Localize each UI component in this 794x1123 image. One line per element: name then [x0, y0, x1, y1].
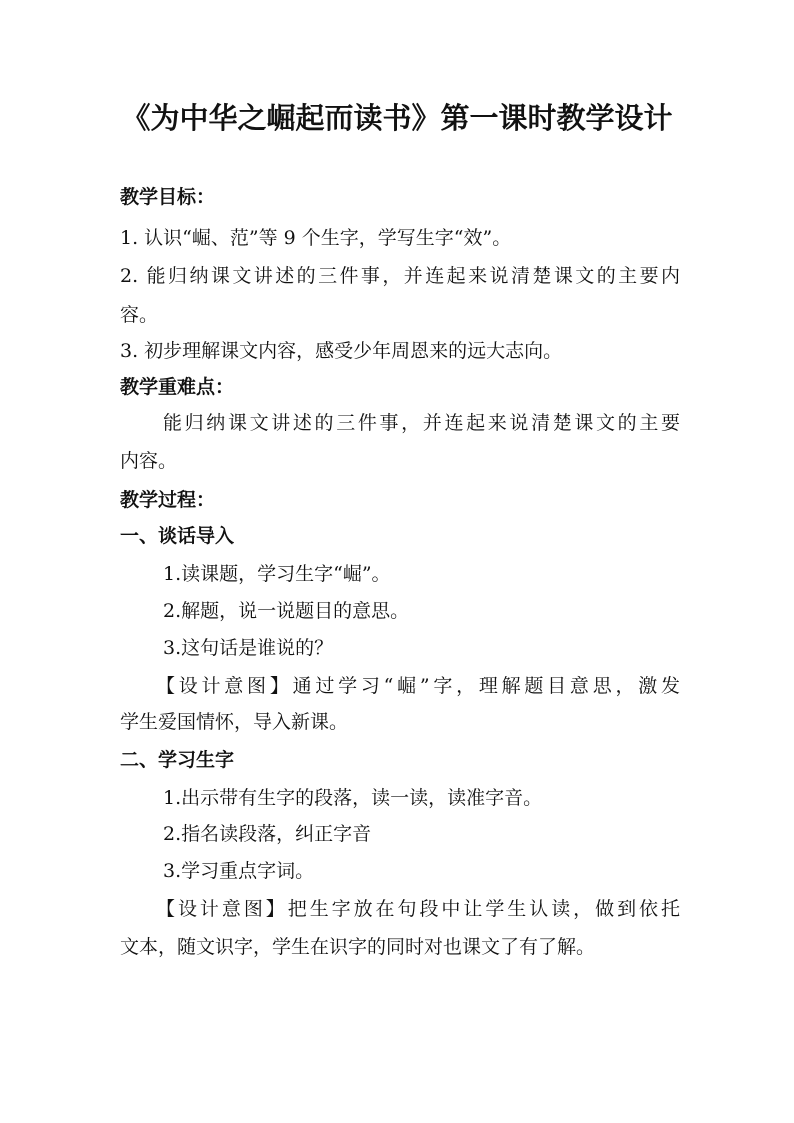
list-item: 3.学习重点字词。	[163, 860, 315, 882]
objective-item: 容。	[120, 304, 159, 326]
key-points-text: 内容。	[120, 450, 178, 472]
list-item: 3.这句话是谁说的？	[163, 637, 334, 659]
list-item: 1.读课题，学习生字“崛”。	[163, 563, 391, 585]
design-intent: 学生爱国情怀，导入新课。	[120, 711, 349, 733]
section-heading: 一、谈话导入	[120, 525, 235, 547]
design-intent: 【设计意图】把生字放在句段中让学生认读，做到依托	[156, 898, 680, 920]
objectives-heading: 教学目标：	[120, 186, 216, 208]
list-item: 1.出示带有生字的段落，读一读，读准字音。	[163, 787, 543, 809]
list-item: 2.指名读段落，纠正字音	[163, 823, 372, 845]
key-points-text: 能归纳课文讲述的三件事，并连起来说清楚课文的主要	[163, 412, 680, 434]
process-heading: 教学过程：	[120, 489, 216, 511]
objective-item: 1. 认识“崛、范”等 9 个生字，学写生字“效”。	[120, 227, 512, 249]
list-item: 2.解题，说一说题目的意思。	[163, 600, 410, 622]
document-title: 《为中华之崛起而读书》第一课时教学设计	[121, 101, 673, 135]
design-intent: 文本，随文识字，学生在识字的同时对也课文了有了解。	[120, 936, 596, 958]
key-points-heading: 教学重难点：	[120, 376, 235, 398]
objective-item: 2. 能归纳课文讲述的三件事，并连起来说清楚课文的主要内	[120, 265, 680, 287]
section-heading: 二、学习生字	[120, 749, 235, 771]
objective-item: 3. 初步理解课文内容，感受少年周恩来的远大志向。	[120, 340, 563, 362]
design-intent: 【设计意图】通过学习“崛”字，理解题目意思，激发	[156, 675, 680, 697]
